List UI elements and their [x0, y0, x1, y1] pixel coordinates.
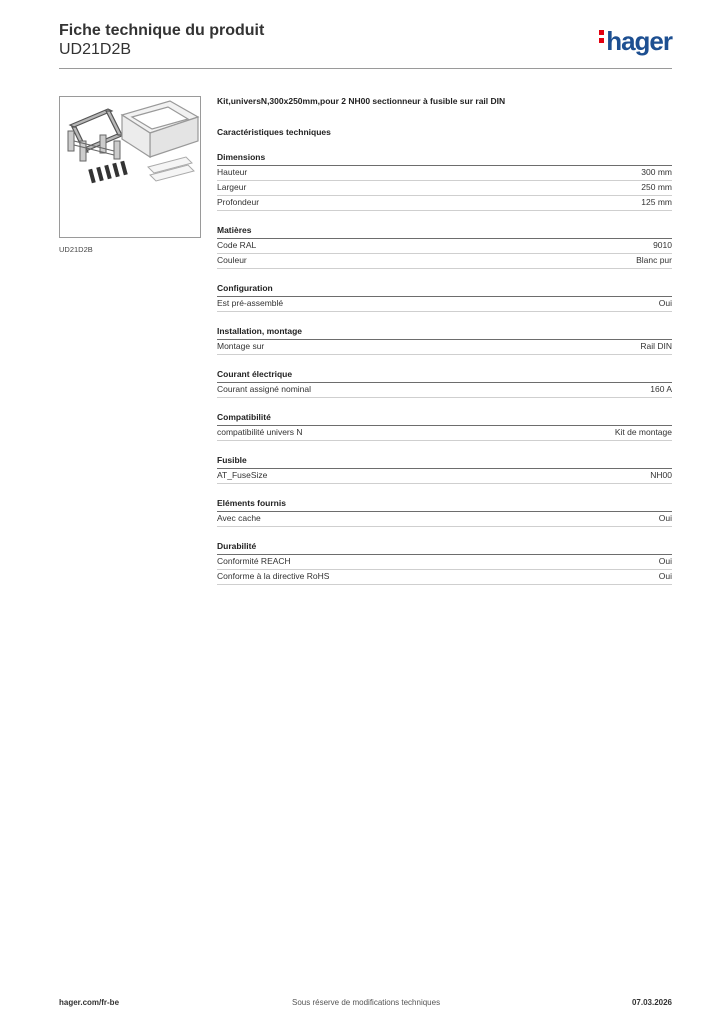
- spec-label: Conforme à la directive RoHS: [217, 571, 330, 581]
- footer-notice: Sous réserve de modifications techniques: [292, 998, 441, 1007]
- technical-characteristics-title: Caractéristiques techniques: [217, 127, 331, 137]
- product-reference: UD21D2B: [59, 41, 132, 58]
- spec-label: Profondeur: [217, 197, 260, 207]
- image-caption: UD21D2B: [59, 245, 93, 254]
- spec-value: 125 mm: [641, 197, 672, 207]
- spec-section-title: Compatibilité: [217, 412, 672, 426]
- spec-section-title: Durabilité: [217, 541, 672, 555]
- spec-section-title: Matières: [217, 225, 672, 239]
- spec-value: Rail DIN: [640, 341, 672, 351]
- product-image: [59, 96, 201, 238]
- page-header: [59, 22, 264, 59]
- spec-label: Code RAL: [217, 240, 257, 250]
- spec-value: Oui: [658, 513, 672, 523]
- spec-row: [217, 196, 672, 211]
- spec-section-title: Configuration: [217, 283, 672, 297]
- spec-section-title: Dimensions: [217, 152, 672, 166]
- page-title: Fiche technique du produit: [59, 22, 265, 39]
- spec-row: [217, 555, 672, 570]
- spec-value: Oui: [658, 556, 672, 566]
- spec-label: Courant assigné nominal: [217, 384, 312, 394]
- spec-value: Oui: [658, 571, 672, 581]
- spec-section-title: Fusible: [217, 455, 672, 469]
- spec-row: [217, 340, 672, 355]
- spec-row: [217, 570, 672, 585]
- spec-value: Blanc pur: [636, 255, 672, 265]
- spec-value: Oui: [658, 298, 672, 308]
- spec-section: [217, 541, 672, 585]
- spec-label: compatibilité univers N: [217, 427, 303, 437]
- spec-section: [217, 326, 672, 355]
- spec-row: [217, 469, 672, 484]
- spec-section: [217, 412, 672, 441]
- spec-section-title: Installation, montage: [217, 326, 672, 340]
- spec-value: 160 A: [650, 384, 672, 394]
- spec-section: [217, 455, 672, 484]
- spec-value: 300 mm: [641, 167, 672, 177]
- spec-label: Montage sur: [217, 341, 265, 351]
- spec-section: [217, 369, 672, 398]
- spec-value: 250 mm: [641, 182, 672, 192]
- spec-row: [217, 254, 672, 269]
- footer-date: 07.03.2026: [631, 998, 672, 1007]
- spec-row: [217, 426, 672, 441]
- header-divider: [59, 68, 672, 69]
- spec-section-title: Courant électrique: [217, 369, 672, 383]
- product-description: Kit,universN,300x250mm,pour 2 NH00 sectionneur à fusible sur rail DIN: [217, 96, 506, 106]
- logo-dots-icon: [599, 30, 604, 46]
- spec-label: AT_FuseSize: [217, 470, 268, 480]
- spec-label: Avec cache: [217, 513, 261, 523]
- hager-logo: [599, 26, 672, 56]
- spec-row: [217, 512, 672, 527]
- footer-website-link[interactable]: hager.com/fr-be: [59, 998, 120, 1007]
- spec-label: Est pré-assemblé: [217, 298, 284, 308]
- logo-text: hager: [606, 26, 672, 56]
- spec-row: [217, 297, 672, 312]
- spec-sections: [217, 152, 672, 585]
- spec-row: [217, 383, 672, 398]
- spec-value: 9010: [653, 240, 672, 250]
- spec-label: Hauteur: [217, 167, 248, 177]
- spec-section: [217, 283, 672, 312]
- spec-row: [217, 181, 672, 196]
- spec-value: NH00: [650, 470, 672, 480]
- product-illustration-icon: [60, 97, 200, 237]
- spec-label: Largeur: [217, 182, 247, 192]
- spec-label: Couleur: [217, 255, 247, 265]
- spec-value: Kit de montage: [614, 427, 672, 437]
- spec-label: Conformité REACH: [217, 556, 291, 566]
- spec-section: [217, 498, 672, 527]
- spec-row: [217, 166, 672, 181]
- spec-section-title: Eléments fournis: [217, 498, 672, 512]
- spec-section: [217, 225, 672, 269]
- spec-row: [217, 239, 672, 254]
- spec-section: [217, 152, 672, 211]
- product-details: [217, 96, 672, 585]
